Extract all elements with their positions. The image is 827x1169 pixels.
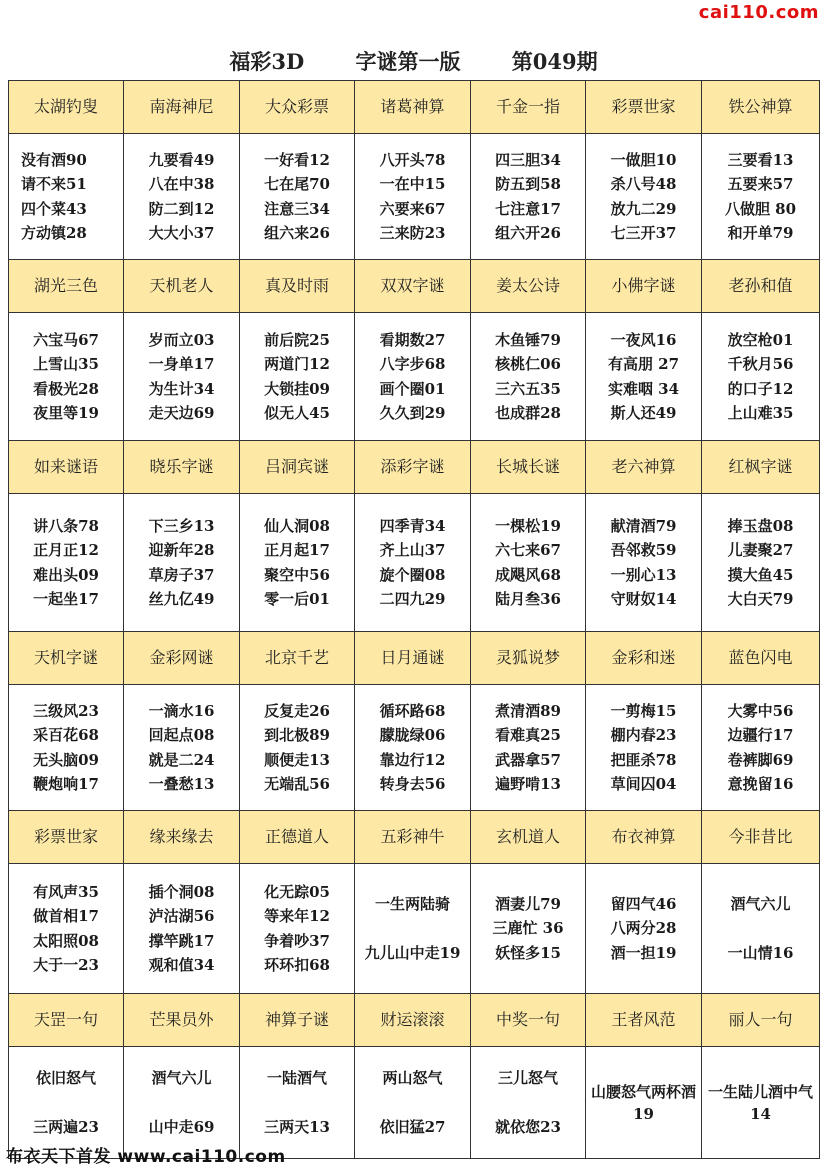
expert-name-cell: 添彩字谜 (355, 441, 471, 494)
riddle-line: 一在中15 (379, 175, 446, 193)
riddle-line: 防五到58 (495, 175, 561, 193)
expert-name-cell: 天机老人 (124, 260, 240, 313)
riddle-line: 零一后01 (264, 590, 330, 608)
header-row (9, 994, 820, 1047)
riddle-row (9, 134, 820, 260)
riddle-line: 三六五35 (495, 379, 561, 398)
riddle-line: 酒妻儿79 (495, 894, 561, 913)
riddle-line: 撑竿跳17 (148, 931, 215, 950)
riddle-line: 为生计34 (148, 379, 215, 398)
riddle-line: 有风声35 (33, 882, 99, 901)
header-row (9, 811, 820, 864)
riddle-line: 吾邻救59 (610, 541, 677, 559)
riddle-cell (471, 685, 586, 811)
expert-name-cell: 吕洞宾谜 (240, 441, 355, 494)
riddle-cell (355, 134, 471, 260)
riddle-line: 棚内春23 (610, 726, 677, 744)
riddle-line: 和开单79 (727, 224, 794, 242)
riddle-line: 到北极89 (264, 726, 330, 744)
riddle-cell (586, 864, 702, 994)
expert-name-cell: 金彩和迷 (586, 632, 702, 685)
riddle-line: 正月正12 (33, 541, 99, 559)
expert-name-cell: 长城长谜 (471, 441, 586, 494)
expert-name-cell: 神算子谜 (240, 994, 355, 1047)
expert-name-cell: 彩票世家 (9, 811, 124, 864)
riddle-line: 三儿怒气 (497, 1069, 558, 1087)
riddle-line: 反复走26 (264, 701, 330, 720)
header-row (9, 632, 820, 685)
riddle-line: 难出头09 (33, 565, 99, 584)
riddle-line: 三级风23 (33, 701, 99, 720)
riddle-line: 一生陆儿酒中气14 (707, 1082, 813, 1123)
riddle-line: 八做胆 80 (724, 199, 797, 218)
riddle-line: 化无踪05 (264, 882, 330, 901)
riddle-line: 三两遍23 (33, 1117, 99, 1136)
riddle-line: 两山怒气 (382, 1069, 443, 1087)
riddle-row (9, 685, 820, 811)
riddle-line: 似无人45 (264, 404, 330, 422)
title-issue: 第049期 (511, 49, 598, 74)
riddle-line: 依旧猛27 (379, 1117, 446, 1136)
expert-name-cell: 日月通谜 (355, 632, 471, 685)
riddle-line: 循环路68 (379, 701, 446, 720)
riddle-line: 留四气46 (610, 894, 677, 913)
riddle-line: 朦胧绿06 (379, 726, 446, 744)
expert-name-cell: 红枫字谜 (702, 441, 820, 494)
riddle-line: 三鹿忙 36 (492, 919, 564, 938)
riddle-line: 四季青34 (379, 516, 446, 535)
riddle-row (9, 864, 820, 994)
riddle-cell (355, 685, 471, 811)
expert-name-cell: 丽人一句 (702, 994, 820, 1047)
riddle-line: 酒一担19 (610, 943, 677, 962)
riddle-line: 就依您23 (495, 1117, 561, 1136)
riddle-cell (471, 1047, 586, 1159)
riddle-line: 山腰怒气两杯酒19 (590, 1082, 696, 1123)
riddle-line: 实难咽 34 (607, 379, 680, 398)
riddle-cell (586, 494, 702, 632)
riddle-line: 四三胆34 (495, 150, 561, 169)
expert-name-cell: 玄机道人 (471, 811, 586, 864)
riddle-line: 斯人还49 (610, 404, 677, 422)
riddle-cell (240, 134, 355, 260)
riddle-cell (240, 313, 355, 441)
riddle-cell (586, 1047, 702, 1159)
spacer (240, 1091, 354, 1115)
riddle-line: 卷裤脚69 (727, 750, 794, 769)
expert-name-cell: 真及时雨 (240, 260, 355, 313)
riddle-line: 放九二29 (610, 199, 677, 218)
riddle-line: 一棵松19 (495, 516, 561, 535)
riddle-line: 聚空中56 (264, 565, 330, 584)
header-row (9, 441, 820, 494)
riddle-line: 采百花68 (33, 726, 99, 744)
riddle-cell (702, 864, 820, 994)
riddle-line: 一叠愁13 (148, 775, 215, 793)
riddle-line: 八字步68 (379, 355, 446, 373)
riddle-line: 一剪梅15 (610, 701, 677, 720)
riddle-line: 注意三34 (264, 199, 330, 218)
riddle-line: 木鱼锤79 (495, 330, 561, 349)
riddle-line: 旋个圈08 (379, 565, 446, 584)
riddle-line: 转身去56 (379, 775, 446, 793)
riddle-line: 画个圈01 (379, 379, 446, 398)
riddle-line: 六七来67 (495, 541, 561, 559)
spacer (471, 1091, 585, 1115)
riddle-line: 守财奴14 (610, 590, 677, 608)
riddle-line: 五要来57 (727, 175, 794, 193)
riddle-cell (355, 1047, 471, 1159)
riddle-line: 一陆酒气 (266, 1069, 327, 1087)
riddle-line: 遍野啃13 (495, 775, 561, 793)
riddle-line: 九要看49 (148, 150, 215, 169)
riddle-line: 等来年12 (264, 907, 330, 925)
riddle-line: 讲八条78 (33, 516, 99, 535)
riddle-line: 一生两陆骑 (374, 895, 450, 913)
riddle-line: 三要看13 (727, 150, 794, 169)
expert-name-cell: 芒果员外 (124, 994, 240, 1047)
riddle-line: 一滴水16 (148, 701, 215, 720)
riddle-cell (240, 864, 355, 994)
spacer (702, 917, 819, 941)
expert-name-cell: 彩票世家 (586, 81, 702, 134)
title-lottery: 福彩3D (229, 49, 305, 74)
riddle-line: 陆月叁36 (495, 590, 561, 608)
expert-name-cell: 大众彩票 (240, 81, 355, 134)
riddle-line: 二四九29 (379, 590, 446, 608)
expert-name-cell: 小佛字谜 (586, 260, 702, 313)
riddle-line: 三两天13 (264, 1117, 330, 1136)
riddle-line: 八在中38 (148, 175, 215, 193)
riddle-line: 核桃仁06 (495, 355, 561, 373)
riddle-line: 献清酒79 (610, 516, 677, 535)
riddle-cell (586, 134, 702, 260)
riddle-line: 下三乡13 (148, 516, 215, 535)
riddle-line: 七在尾70 (264, 175, 330, 193)
expert-name-cell: 缘来缘去 (124, 811, 240, 864)
spacer (355, 1091, 470, 1115)
riddle-line: 顺便走13 (264, 750, 330, 769)
riddle-line: 六宝马67 (33, 330, 99, 349)
riddle-cell (124, 494, 240, 632)
expert-name-cell: 老六神算 (586, 441, 702, 494)
riddle-line: 靠边行12 (379, 750, 446, 769)
riddle-cell (471, 134, 586, 260)
riddle-line: 一山情16 (727, 943, 794, 962)
riddle-cell (471, 864, 586, 994)
riddle-cell (586, 685, 702, 811)
riddle-line: 酒气六儿 (151, 1069, 212, 1087)
riddle-line: 仙人洞08 (264, 516, 330, 535)
riddle-cell (471, 494, 586, 632)
riddle-line: 丝九亿49 (148, 590, 215, 608)
riddle-cell (9, 494, 124, 632)
riddle-line: 就是二24 (148, 750, 215, 769)
riddle-line: 两道门12 (264, 355, 330, 373)
expert-name-cell: 南海神尼 (124, 81, 240, 134)
riddle-line: 看极光28 (33, 379, 99, 398)
riddle-line: 组六开26 (495, 224, 561, 242)
riddle-line: 的口子12 (727, 379, 794, 398)
riddle-line: 大雾中56 (727, 701, 794, 720)
riddle-cell (124, 864, 240, 994)
riddle-line: 依旧怒气 (35, 1069, 96, 1087)
riddle-line: 杀八号48 (610, 175, 677, 193)
riddle-line: 组六来26 (264, 224, 330, 242)
riddle-row (9, 313, 820, 441)
expert-name-cell: 五彩神牛 (355, 811, 471, 864)
expert-name-cell: 双双字谜 (355, 260, 471, 313)
riddle-cell (471, 313, 586, 441)
expert-name-cell: 晓乐字谜 (124, 441, 240, 494)
riddle-line: 大白天79 (727, 590, 794, 608)
riddle-line: 看难真25 (495, 726, 561, 744)
riddle-line: 八两分28 (610, 919, 677, 938)
riddle-line: 上山难35 (727, 404, 794, 422)
riddle-cell (355, 494, 471, 632)
riddle-line: 做首相17 (33, 907, 99, 925)
riddle-line: 有高朋 27 (607, 355, 680, 373)
expert-name-cell: 财运滚滚 (355, 994, 471, 1047)
riddle-line: 妖怪多15 (495, 943, 561, 962)
riddle-line: 大锁挂09 (264, 379, 330, 398)
expert-name-cell: 千金一指 (471, 81, 586, 134)
riddle-row (9, 494, 820, 632)
header-row (9, 260, 820, 313)
expert-name-cell: 中奖一句 (471, 994, 586, 1047)
riddle-line: 酒气六儿 (730, 895, 791, 913)
expert-name-cell: 湖光三色 (9, 260, 124, 313)
riddle-line: 意挽留16 (727, 775, 794, 793)
riddle-cell (9, 685, 124, 811)
riddle-line: 防二到12 (148, 199, 215, 218)
riddle-line: 大大小37 (148, 224, 215, 242)
riddle-cell (702, 1047, 820, 1159)
riddle-table (8, 80, 820, 1159)
riddle-line: 泸沽湖56 (148, 907, 215, 925)
riddle-line: 大于一23 (33, 956, 99, 974)
expert-name-cell: 今非昔比 (702, 811, 820, 864)
riddle-line: 把匪杀78 (610, 750, 677, 769)
riddle-line: 方动镇28 (21, 224, 87, 242)
expert-name-cell: 诸葛神算 (355, 81, 471, 134)
page-title (0, 46, 827, 76)
expert-name-cell: 天机字谜 (9, 632, 124, 685)
riddle-line: 一做胆10 (610, 150, 677, 169)
riddle-line: 无端乱56 (264, 775, 330, 793)
riddle-line: 一别心13 (610, 565, 677, 584)
riddle-line: 争着吵37 (264, 931, 330, 950)
riddle-cell (124, 313, 240, 441)
riddle-line: 一身单17 (148, 355, 215, 373)
header-row (9, 81, 820, 134)
riddle-line: 七注意17 (495, 199, 561, 218)
riddle-cell (355, 313, 471, 441)
riddle-line: 武器拿57 (495, 750, 561, 769)
riddle-line: 山中走69 (148, 1117, 215, 1136)
expert-name-cell: 王者风范 (586, 994, 702, 1047)
riddle-line: 插个洞08 (148, 882, 215, 901)
riddle-line: 三来防23 (379, 224, 446, 242)
riddle-line: 鞭炮响17 (33, 775, 99, 793)
riddle-cell (9, 313, 124, 441)
expert-name-cell: 灵狐说梦 (471, 632, 586, 685)
riddle-line: 回起点08 (148, 726, 215, 744)
riddle-line: 前后院25 (264, 330, 330, 349)
riddle-line: 也成群28 (495, 404, 561, 422)
riddle-cell (240, 685, 355, 811)
riddle-cell (9, 134, 124, 260)
riddle-line: 边疆行17 (727, 726, 794, 744)
riddle-line: 一夜风16 (610, 330, 677, 349)
expert-name-cell: 姜太公诗 (471, 260, 586, 313)
riddle-line: 八开头78 (379, 150, 446, 169)
riddle-line: 观和值34 (148, 956, 215, 974)
riddle-cell (355, 864, 471, 994)
riddle-line: 一起坐17 (33, 590, 99, 608)
expert-name-cell: 正德道人 (240, 811, 355, 864)
riddle-cell (702, 313, 820, 441)
riddle-line: 上雪山35 (33, 355, 99, 373)
expert-name-cell: 布衣神算 (586, 811, 702, 864)
riddle-cell (9, 864, 124, 994)
riddle-line: 成飓风68 (495, 565, 561, 584)
riddle-line: 齐上山37 (379, 541, 446, 559)
expert-name-cell: 太湖钓叟 (9, 81, 124, 134)
riddle-line: 走天边69 (148, 404, 215, 422)
riddle-line: 捧玉盘08 (727, 516, 794, 535)
riddle-line: 一好看12 (264, 150, 330, 169)
riddle-line: 没有酒90 (21, 150, 87, 169)
riddle-line: 千秋月56 (727, 355, 794, 373)
riddle-line: 太阳照08 (33, 931, 99, 950)
riddle-line: 放空枪01 (727, 330, 794, 349)
riddle-line: 四个菜43 (21, 199, 87, 218)
expert-name-cell: 金彩网谜 (124, 632, 240, 685)
spacer (355, 917, 470, 941)
riddle-line: 迎新年28 (148, 541, 215, 559)
expert-name-cell: 如来谜语 (9, 441, 124, 494)
riddle-line: 七三开37 (610, 224, 677, 242)
riddle-line: 久久到29 (379, 404, 446, 422)
riddle-line: 九儿山中走19 (364, 943, 461, 962)
title-name: 字谜第一版 (355, 49, 461, 74)
riddle-line: 六要来67 (379, 199, 446, 218)
riddle-cell (702, 494, 820, 632)
riddle-line: 夜里等19 (33, 404, 99, 422)
expert-name-cell: 老孙和值 (702, 260, 820, 313)
spacer (9, 1091, 123, 1115)
riddle-line: 岁而立03 (148, 330, 215, 349)
riddle-cell (124, 134, 240, 260)
riddle-cell (124, 685, 240, 811)
riddle-line: 草间囚04 (610, 775, 677, 793)
riddle-cell (240, 494, 355, 632)
riddle-cell (702, 134, 820, 260)
riddle-line: 煮清酒89 (495, 701, 561, 720)
expert-name-cell: 铁公神算 (702, 81, 820, 134)
riddle-line: 草房子37 (148, 565, 215, 584)
riddle-cell (586, 313, 702, 441)
riddle-line: 无头脑09 (33, 750, 99, 769)
riddle-line: 环环扣68 (264, 956, 330, 974)
riddle-line: 摸大鱼45 (727, 565, 794, 584)
expert-name-cell: 北京千艺 (240, 632, 355, 685)
spacer (124, 1091, 239, 1115)
footer-credit: 布衣天下首发 www.cai110.com (6, 1147, 286, 1167)
riddle-line: 儿妻聚27 (727, 541, 794, 559)
riddle-line: 正月起17 (264, 541, 330, 559)
riddle-line: 请不来51 (21, 175, 87, 193)
expert-name-cell: 天罡一句 (9, 994, 124, 1047)
site-logo: cai110.com (698, 2, 819, 23)
riddle-cell (702, 685, 820, 811)
expert-name-cell: 蓝色闪电 (702, 632, 820, 685)
riddle-line: 看期数27 (379, 330, 446, 349)
